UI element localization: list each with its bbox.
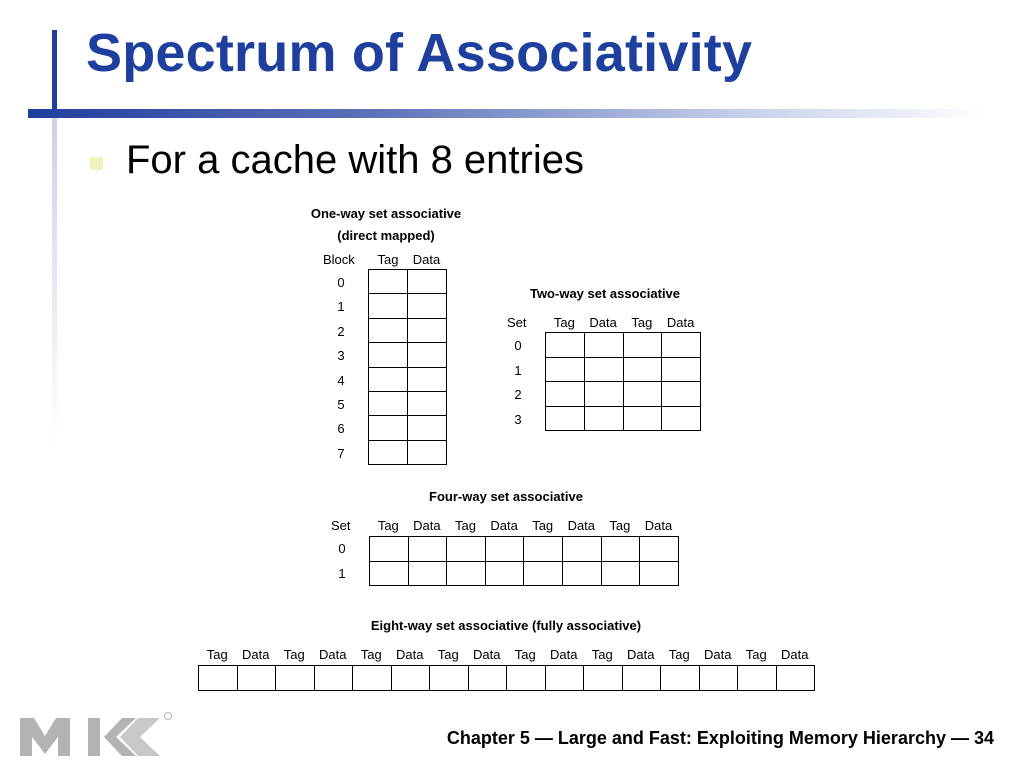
one-way-block-label: 3: [337, 348, 345, 364]
cache-cell: [486, 562, 525, 587]
cache-cell: [238, 666, 277, 691]
cache-cell: [276, 666, 315, 691]
one-way-block-header: Block: [323, 252, 355, 267]
cache-cell: [409, 562, 448, 587]
one-way-table: [368, 269, 447, 465]
cache-cell: [369, 270, 408, 294]
four-way-set-label: 0: [338, 541, 346, 556]
bullet-text: For a cache with 8 entries: [126, 138, 584, 182]
cache-cell: [524, 537, 563, 562]
cache-cell: [408, 343, 447, 367]
eight-way-col-header: Tag: [591, 647, 613, 662]
four-way-set-header: Set: [331, 518, 351, 533]
slide-title: Spectrum of Associativity: [86, 23, 753, 83]
title-accent-bar: [52, 30, 57, 118]
publisher-logo: [20, 712, 180, 762]
eight-way-col-header: Tag: [668, 647, 690, 662]
cache-cell: [409, 537, 448, 562]
cache-cell: [199, 666, 238, 691]
four-way-title: Four-way set associative: [429, 489, 583, 504]
cache-cell: [546, 666, 585, 691]
cache-cell: [353, 666, 392, 691]
eight-way-col-header: Tag: [283, 647, 305, 662]
cache-cell: [370, 562, 409, 587]
eight-way-col-header: Data: [627, 647, 655, 662]
cache-cell: [640, 537, 679, 562]
cache-cell: [370, 537, 409, 562]
cache-cell: [777, 666, 816, 691]
cache-cell: [585, 333, 624, 358]
eight-way-col-header: Data: [319, 647, 347, 662]
cache-cell: [624, 382, 663, 407]
two-way-set-label: 3: [514, 411, 522, 427]
cache-cell: [408, 270, 447, 294]
two-way-col-header: Tag: [631, 315, 653, 330]
eight-way-col-header: Data: [781, 647, 809, 662]
cache-cell: [584, 666, 623, 691]
two-way-set-header: Set: [507, 315, 527, 330]
title-underline-bar: [28, 109, 988, 118]
eight-way-col-header: Tag: [206, 647, 228, 662]
one-way-block-label: 5: [337, 397, 345, 412]
one-way-data-header: Data: [412, 252, 441, 267]
one-way-block-label: 1: [337, 299, 345, 315]
four-way-table: [369, 536, 679, 586]
four-way-col-header: Tag: [532, 518, 554, 533]
cache-cell: [602, 562, 641, 587]
cache-cell: [585, 382, 624, 407]
cache-cell: [624, 358, 663, 383]
cache-cell: [624, 407, 663, 432]
cache-cell: [563, 537, 602, 562]
cache-cell: [546, 333, 585, 358]
cache-cell: [585, 407, 624, 432]
cache-cell: [408, 392, 447, 416]
one-way-block-label: 7: [337, 445, 345, 461]
cache-cell: [602, 537, 641, 562]
eight-way-col-header: Tag: [745, 647, 767, 662]
cache-cell: [392, 666, 431, 691]
two-way-set-label: 2: [514, 387, 522, 402]
cache-cell: [408, 319, 447, 343]
cache-cell: [585, 358, 624, 383]
eight-way-col-header: Data: [550, 647, 578, 662]
eight-way-col-header: Tag: [514, 647, 536, 662]
one-way-block-label: 4: [337, 372, 345, 388]
cache-cell: [369, 343, 408, 367]
side-accent-fade: [52, 118, 57, 448]
four-way-col-header: Data: [644, 518, 673, 533]
cache-cell: [408, 294, 447, 318]
cache-cell: [369, 416, 408, 440]
one-way-block-label: 6: [337, 421, 345, 437]
eight-way-col-header: Tag: [437, 647, 459, 662]
two-way-col-header: Tag: [553, 315, 575, 330]
eight-way-col-header: Data: [704, 647, 732, 662]
two-way-title: Two-way set associative: [529, 286, 681, 301]
cache-cell: [700, 666, 739, 691]
cache-cell: [408, 441, 447, 465]
eight-way-col-header: Data: [242, 647, 270, 662]
four-way-col-header: Data: [567, 518, 596, 533]
cache-cell: [624, 333, 663, 358]
cache-cell: [662, 358, 701, 383]
cache-cell: [369, 319, 408, 343]
cache-cell: [447, 562, 486, 587]
bullet-square-icon: [90, 157, 103, 170]
one-way-block-label: 0: [337, 275, 345, 290]
cache-cell: [662, 333, 701, 358]
cache-cell: [486, 537, 525, 562]
one-way-title: One-way set associative: [310, 206, 462, 221]
four-way-col-header: Data: [413, 518, 441, 533]
cache-cell: [430, 666, 469, 691]
four-way-set-label: 1: [338, 565, 346, 581]
cache-cell: [369, 441, 408, 465]
cache-cell: [623, 666, 662, 691]
cache-cell: [524, 562, 563, 587]
two-way-col-header: Data: [666, 315, 695, 330]
one-way-tag-header: Tag: [377, 252, 399, 267]
cache-cell: [546, 382, 585, 407]
cache-cell: [546, 358, 585, 383]
cache-cell: [563, 562, 602, 587]
cache-cell: [408, 368, 447, 392]
one-way-subtitle: (direct mapped): [337, 228, 435, 243]
two-way-set-label: 1: [514, 362, 522, 378]
cache-cell: [662, 407, 701, 432]
cache-cell: [469, 666, 508, 691]
cache-cell: [447, 537, 486, 562]
two-way-set-label: 0: [514, 338, 522, 353]
four-way-col-header: Tag: [377, 518, 399, 533]
four-way-col-header: Data: [490, 518, 518, 533]
cache-cell: [661, 666, 700, 691]
cache-cell: [507, 666, 546, 691]
one-way-block-label: 2: [337, 323, 345, 339]
four-way-col-header: Tag: [455, 518, 476, 533]
cache-cell: [369, 392, 408, 416]
slide-footer: Chapter 5 — Large and Fast: Exploiting Memory Hierarchy — 34: [446, 728, 994, 748]
cache-cell: [662, 382, 701, 407]
cache-cell: [369, 368, 408, 392]
cache-cell: [546, 407, 585, 432]
cache-cell: [408, 416, 447, 440]
cache-cell: [738, 666, 777, 691]
eight-way-title: Eight-way set associative (fully associative): [370, 618, 642, 633]
cache-cell: [640, 562, 679, 587]
cache-cell: [315, 666, 354, 691]
eight-way-col-header: Data: [396, 647, 424, 662]
two-way-col-header: Data: [589, 315, 617, 330]
eight-way-col-header: Data: [473, 647, 501, 662]
cache-cell: [369, 294, 408, 318]
four-way-col-header: Tag: [609, 518, 631, 533]
eight-way-col-header: Tag: [360, 647, 382, 662]
eight-way-table: [198, 665, 815, 691]
two-way-table: [545, 332, 701, 431]
